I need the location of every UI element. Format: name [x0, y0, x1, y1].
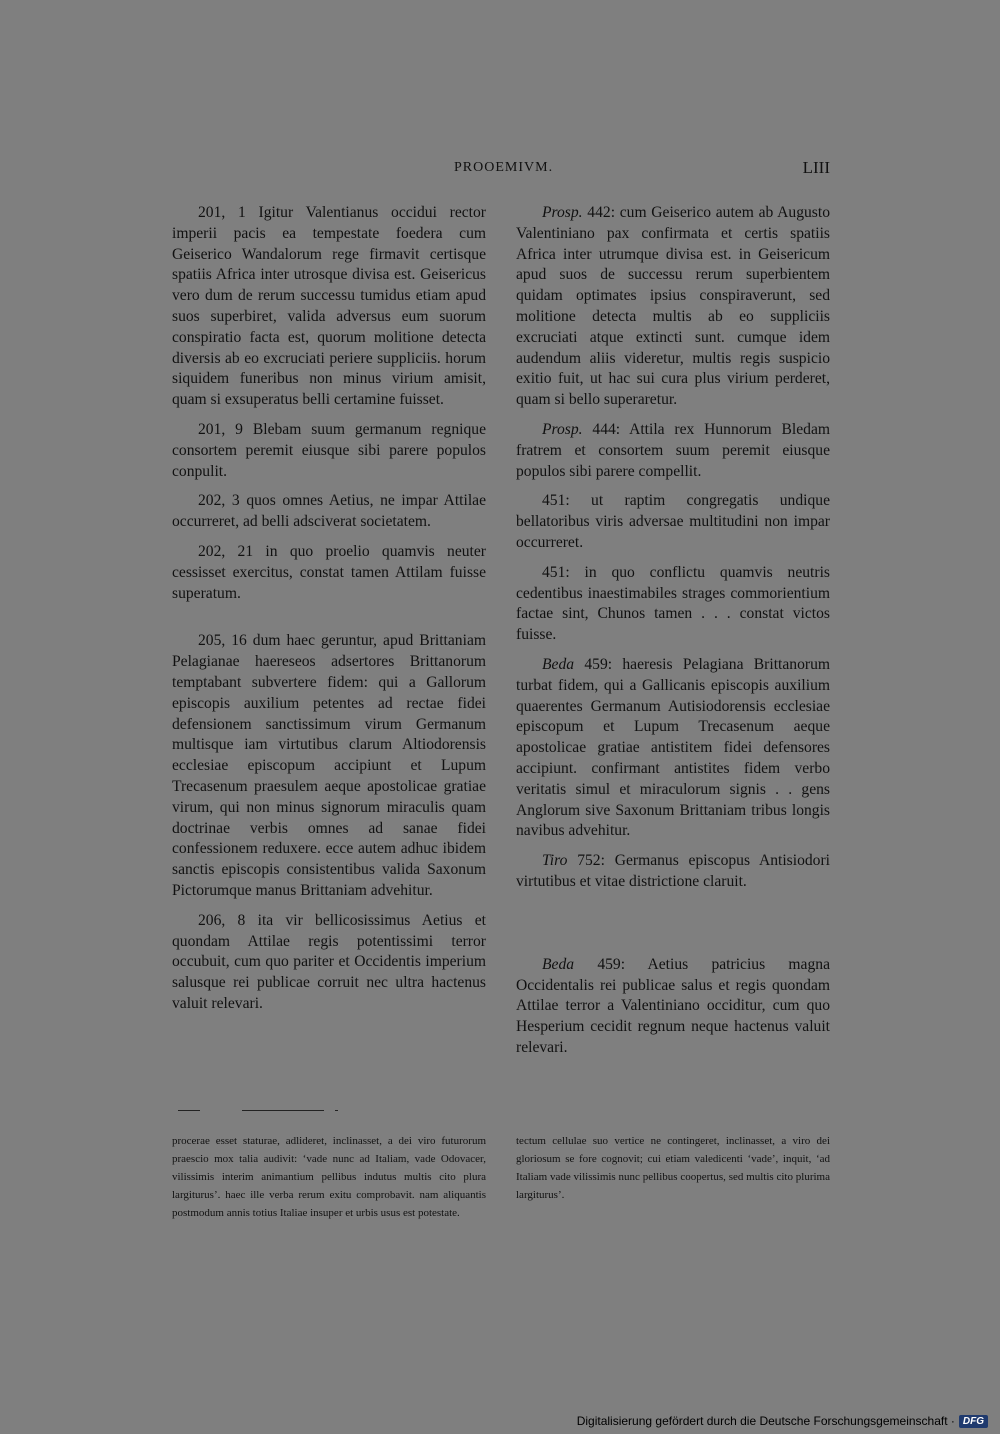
left-spacer [172, 613, 486, 631]
source-ref: Beda [542, 655, 575, 673]
left-paragraph-5: 205, 16 dum haec geruntur, apud Brittaniam Pelagianae haereseos adsertores Brittanorum temptabant subvertere fidem: qui a Gallorum episcopis auxilium petentes ad rectae fidei defensionem sanctissimum virum Germanum multisque iam virtutibus clarum Altiodorensis ecclesiae episcopum accipiunt et Lupum Trecasenum praesulem aeque apostolicae gratiae virum, qui non minus signorum miraculis quam doctrinae verbis omnes ad sanae fidei confessionem reduxere. ecce autem adhuc ibidem sanctis episcopis consistentibus valida Saxonum Pictorumque manus Brittaniam advehitur. [172, 632, 486, 899]
right-paragraph-2-text: 444: Attila rex Hunnorum Bledam fratrem et consortem suum peremit eiusque populos sibi parere compellit. [516, 420, 830, 480]
credit-text: Digitalisierung gefördert durch die Deutsche Forschungsgemeinschaft · [576, 1414, 955, 1428]
left-text-column [172, 203, 486, 1024]
right-paragraph-6-text: 752: Germanus episcopus Antisiodori virtutibus et vitae districtione claruit. [516, 852, 830, 890]
right-paragraph-5-text: 459: haeresis Pelagiana Brittanorum turbat fidem, qui a Gallicanis episcopis auxilium quaerentes Germanum Autisiodorensis ecclesiae episcopum et Lupum Trecasenum aeque apostolicae gratiae antistitem fidei defensores accipiunt. confirmant antistites fidem verbo veritatis simul et miraculorum signis . . gens Anglorum sive Saxonum Brittaniam tribus longis navibus advehitur. [516, 655, 830, 840]
right-paragraph-1 [516, 203, 830, 411]
source-ref: Beda [542, 955, 575, 973]
source-ref: Prosp. [542, 204, 583, 221]
digitization-credit [577, 1414, 988, 1428]
footnote-right: tectum cellulae suo vertice ne contingeret, inclinasset, a viro dei gloriosum se fore cognovit; cui etiam valedicenti ‘vade’, inquit, ‘ad Italiam vade vilissimis nunc pellibus coopertus, sed multis cito plurima largiturus’. [516, 1135, 830, 1201]
source-ref: Tiro [542, 852, 568, 870]
dfg-logo: DFG [959, 1415, 988, 1428]
right-paragraph-4: 451: in quo conflictu quamvis neutris cedentibus inaestimabiles strages commorientium factae sint, Chunos tamen . . . constat victos fuisse. [516, 563, 830, 644]
right-paragraph-7 [516, 955, 830, 1059]
right-paragraph-2 [516, 420, 830, 482]
right-paragraph-6 [516, 851, 830, 893]
left-paragraph-1: 201, 1 Igitur Valentianus occidui rector imperii pacis ea tempestate foedera cum Geiserico Wandalorum rege firmavit certisque spatiis Africa inter utrosque divisa est. Geisericus vero dum de rerum successu tumidus etiam apud suos superbiret, valida adversus eum suorum conspiratio facta est, quorum molitione detecta diversis ab eo excruciati periere suppliciis. horum siquidem funeribus non minus virium amisit, quam si exsuperatus belli certamine fuisset. [172, 204, 486, 409]
left-paragraph-3: 202, 3 quos omnes Aetius, ne impar Attilae occurreret, ad belli adsciverat societatem. [172, 492, 486, 531]
right-paragraph-7-text: 459: Aetius patricius magna Occidentalis rei publicae salus et regis quondam Attilae terror a Valentiniano occiditur, cum quo Hesperium cecidit regnum neque hactenus valuit relevari. [516, 955, 830, 1056]
running-head [172, 160, 832, 180]
footnote-rule-dot [335, 1110, 338, 1111]
right-paragraph-5 [516, 655, 830, 842]
right-paragraph-3: 451: ut raptim congregatis undique bellatoribus viris adversae multitudini non impar occurreret. [516, 492, 830, 551]
right-spacer [516, 902, 830, 955]
footnote-left: procerae esset staturae, adlideret, inclinasset, a dei viro futurorum praescio mox talia audivit: ‘vade nunc ad Italiam, vade Odovacer, vilissimis interim animantium pellibus indutus multis cito plura largiturus’. haec ille verba rerum exitu comprobavit. nam aliquantis postmodum annis totius Italiae insuper et urbis usus est potestate. [172, 1135, 486, 1219]
right-text-column [516, 203, 830, 1068]
running-head-title: PROOEMIVM. [454, 160, 554, 175]
source-ref: Prosp. [542, 420, 583, 438]
left-paragraph-2: 201, 9 Blebam suum germanum regnique consortem peremit eiusque sibi parere populos conpulit. [172, 420, 486, 480]
left-paragraph-4: 202, 21 in quo proelio quamvis neuter cessisset exercitus, constat tamen Attilam fuisse superatum. [172, 542, 486, 602]
left-paragraph-6: 206, 8 ita vir bellicosissimus Aetius et quondam Attilae regis potentissimi terror occubuit, cum quo pariter et Occidentis imperium salusque rei publicae corruit nec ultra hactenus valuit relevari. [172, 911, 486, 1012]
page-number: LIII [802, 158, 830, 177]
footnote-rule-long [242, 1110, 324, 1111]
right-paragraph-1-text: 442: cum Geiserico autem ab Augusto Valentiniano pax confirmata et certis spatiis Africa inter utrumque divisa est. in Geisericum apud suos de successu rerum superbientem quidam optimates ipsius conspiraverunt, sed molitione detecta multis ab eo suppliciis excruciati atque extincti sunt. cumque idem audendum aliis videretur, multis regis suspicio exitio fuit, ut hac sui cura plus virium perderet, quam si bello superaretur. [516, 204, 830, 409]
footnote-rule-short [178, 1110, 200, 1111]
